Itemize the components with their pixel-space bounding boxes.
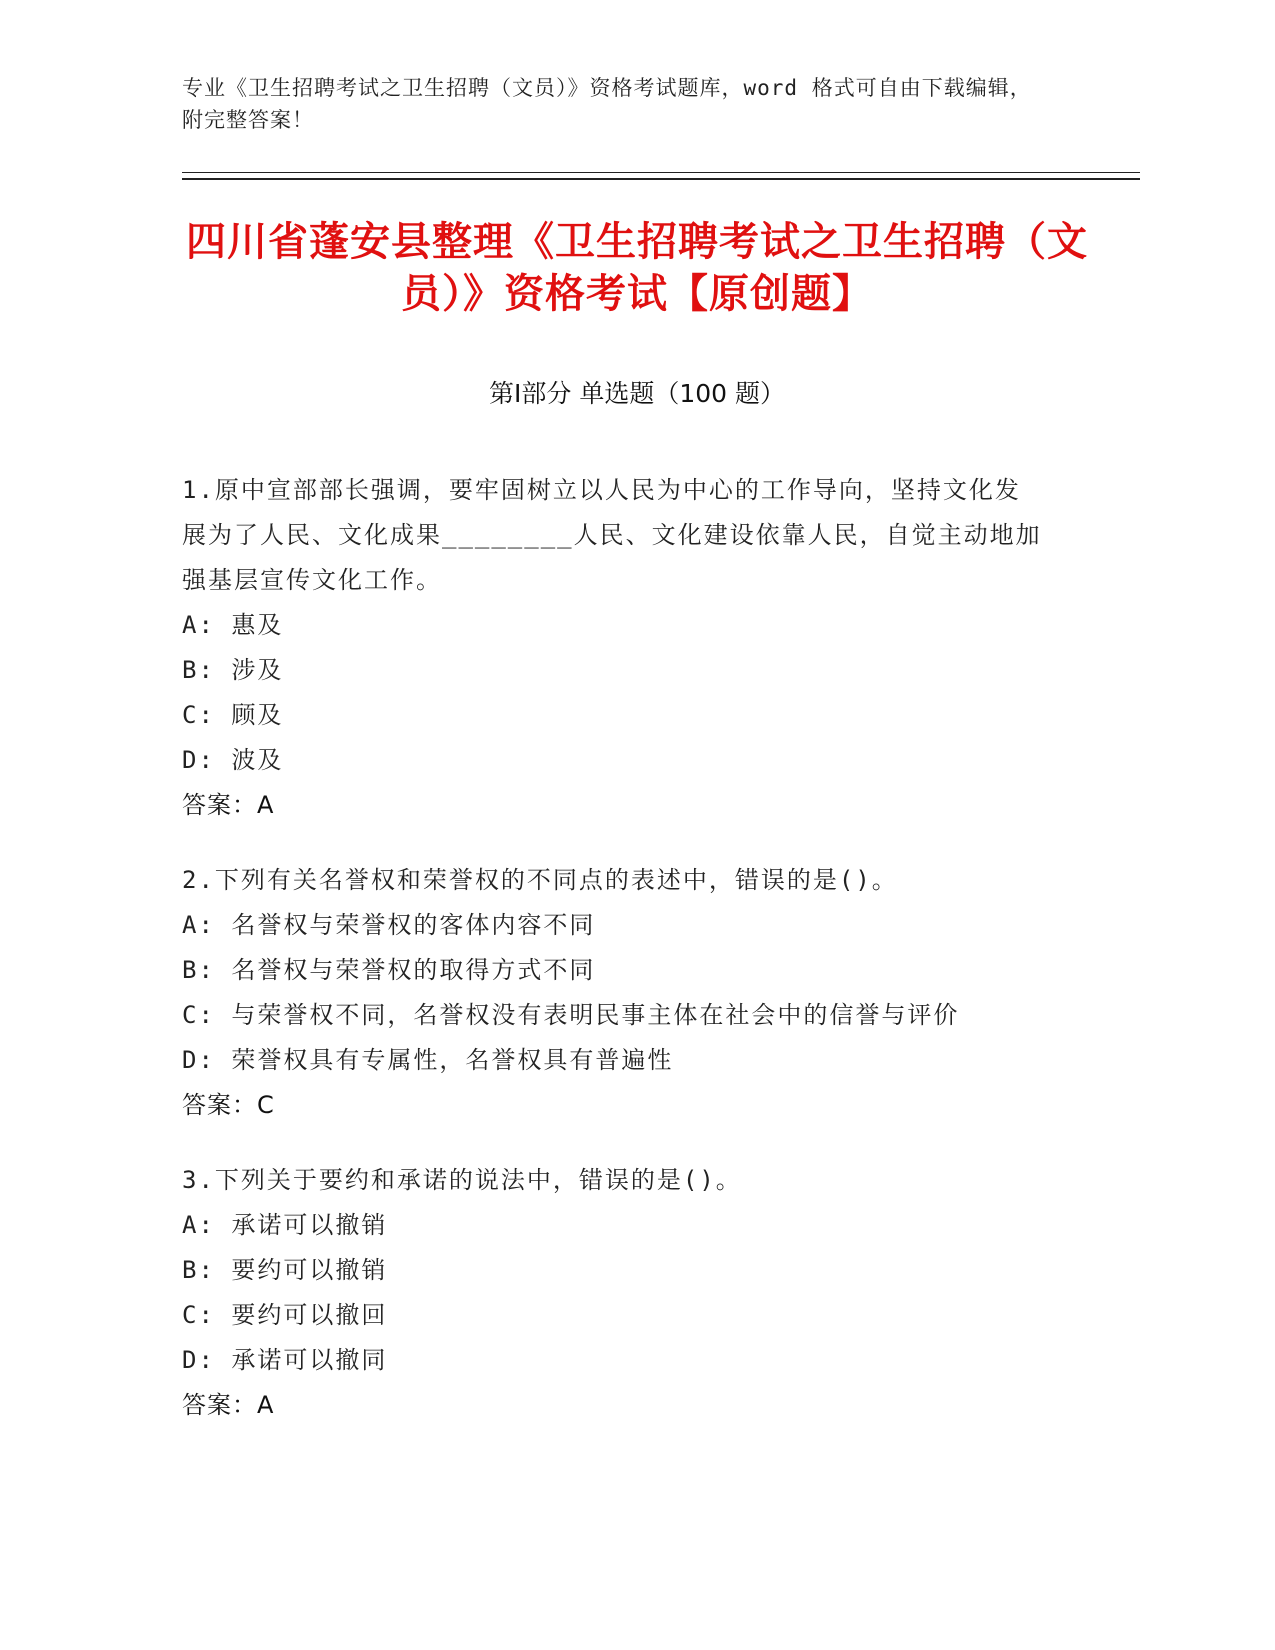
option-b: B: 涉及	[182, 656, 284, 684]
answer: 答案：C	[182, 1091, 275, 1119]
option-a: A: 名誉权与荣誉权的客体内容不同	[182, 911, 596, 939]
answer: 答案：A	[182, 1391, 275, 1419]
option-c: C: 要约可以撤回	[182, 1301, 388, 1329]
section-title: 第Ⅰ部分 单选题（100 题）	[489, 379, 785, 408]
question-list	[182, 468, 1062, 1458]
option-d: D: 荣誉权具有专属性，名誉权具有普遍性	[182, 1046, 674, 1074]
question-stem: 2.下列有关名誉权和荣誉权的不同点的表述中，错误的是()。	[182, 866, 898, 894]
header-note: 专业《卫生招聘考试之卫生招聘（文员）》资格考试题库，word 格式可自由下载编辑，附完整答案！	[182, 76, 1032, 132]
option-b: B: 要约可以撤销	[182, 1256, 388, 1284]
question-stem: 3.下列关于要约和承诺的说法中，错误的是()。	[182, 1166, 742, 1194]
option-c: C: 顾及	[182, 701, 284, 729]
option-a: A: 承诺可以撤销	[182, 1211, 388, 1239]
question-3	[182, 1158, 1062, 1428]
answer: 答案：A	[182, 791, 275, 819]
option-d: D: 承诺可以撤同	[182, 1346, 388, 1374]
header-divider-thin	[182, 172, 1140, 173]
option-b: B: 名誉权与荣誉权的取得方式不同	[182, 956, 596, 984]
option-a: A: 惠及	[182, 611, 284, 639]
question-stem: 1.原中宣部部长强调，要牢固树立以人民为中心的工作导向，坚持文化发展为了人民、文化成果________人民、文化建设依靠人民，自觉主动地加强基层宣传文化工作。	[182, 476, 1042, 594]
header-divider-thick	[182, 178, 1140, 180]
option-d: D: 波及	[182, 746, 284, 774]
document-title: 四川省蓬安县整理《卫生招聘考试之卫生招聘（文员）》资格考试【原创题】	[186, 219, 1088, 317]
question-2	[182, 858, 1062, 1128]
question-1	[182, 468, 1062, 828]
option-c: C: 与荣誉权不同，名誉权没有表明民事主体在社会中的信誉与评价	[182, 1001, 960, 1029]
